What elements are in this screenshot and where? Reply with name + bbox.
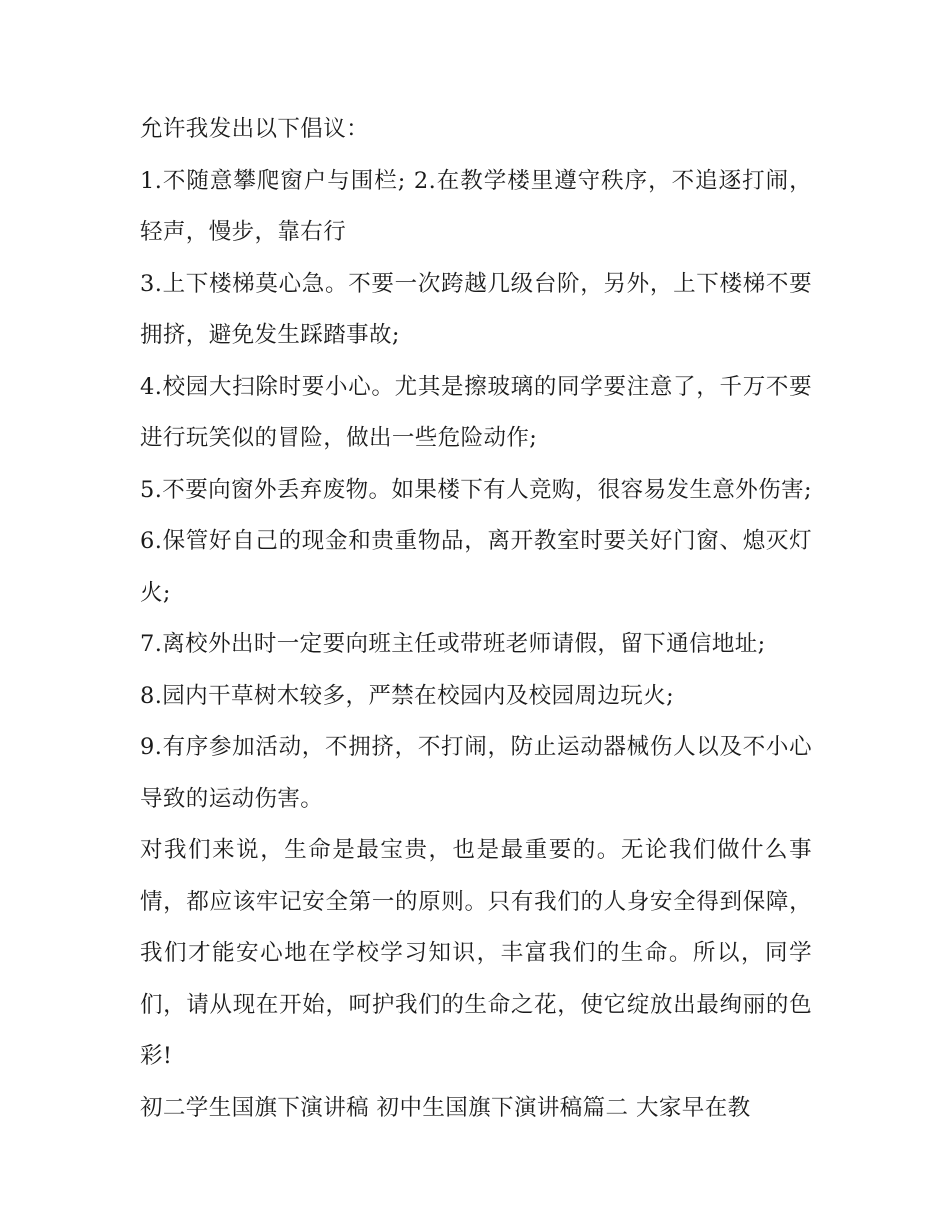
paragraph-item-1-2: 1.不随意攀爬窗户与围栏; 2.在教学楼里遵守秩序，不追逐打闹，轻声，慢步，靠右行 xyxy=(140,167,812,245)
paragraph-item-7: 7.离校外出时一定要向班主任或带班老师请假，留下通信地址; xyxy=(140,631,766,657)
paragraph-next-section: 初二学生国旗下演讲稿 初中生国旗下演讲稿篇二 大家早在教 xyxy=(140,1094,751,1121)
paragraph-item-3: 3.上下楼梯莫心急。不要一次跨越几级台阶，另外，上下楼梯不要拥挤，避免发生踩踏事故; xyxy=(140,270,812,348)
paragraph-item-9: 9.有序参加活动，不拥挤，不打闹，防止运动器械伤人以及不小心导致的运动伤害。 xyxy=(140,734,812,812)
document-body xyxy=(140,104,812,1134)
paragraph-item-8: 8.园内干草树木较多，严禁在校园内及校园周边玩火; xyxy=(140,682,675,709)
paragraph-item-4: 4.校园大扫除时要小心。尤其是擦玻璃的同学要注意了，千万不要进行玩笑似的冒险，做出一些危险动作; xyxy=(140,373,812,451)
paragraph-intro: 允许我发出以下倡议： xyxy=(140,116,370,142)
paragraph-item-5-6: 5.不要向窗外丢弃废物。如果楼下有人竞购，很容易发生意外伤害; 6.保管好自己的现金和贵重物品，离开教室时要关好门窗、熄灭灯火; xyxy=(140,476,812,606)
paragraph-conclusion: 对我们来说，生命是最宝贵，也是最重要的。无论我们做什么事情，都应该牢记安全第一的原则。只有我们的人身安全得到保障，我们才能安心地在学校学习知识，丰富我们的生命。所以，同学们，请从现在开始，呵护我们的生命之花，使它绽放出最绚丽的色彩! xyxy=(140,837,812,1069)
